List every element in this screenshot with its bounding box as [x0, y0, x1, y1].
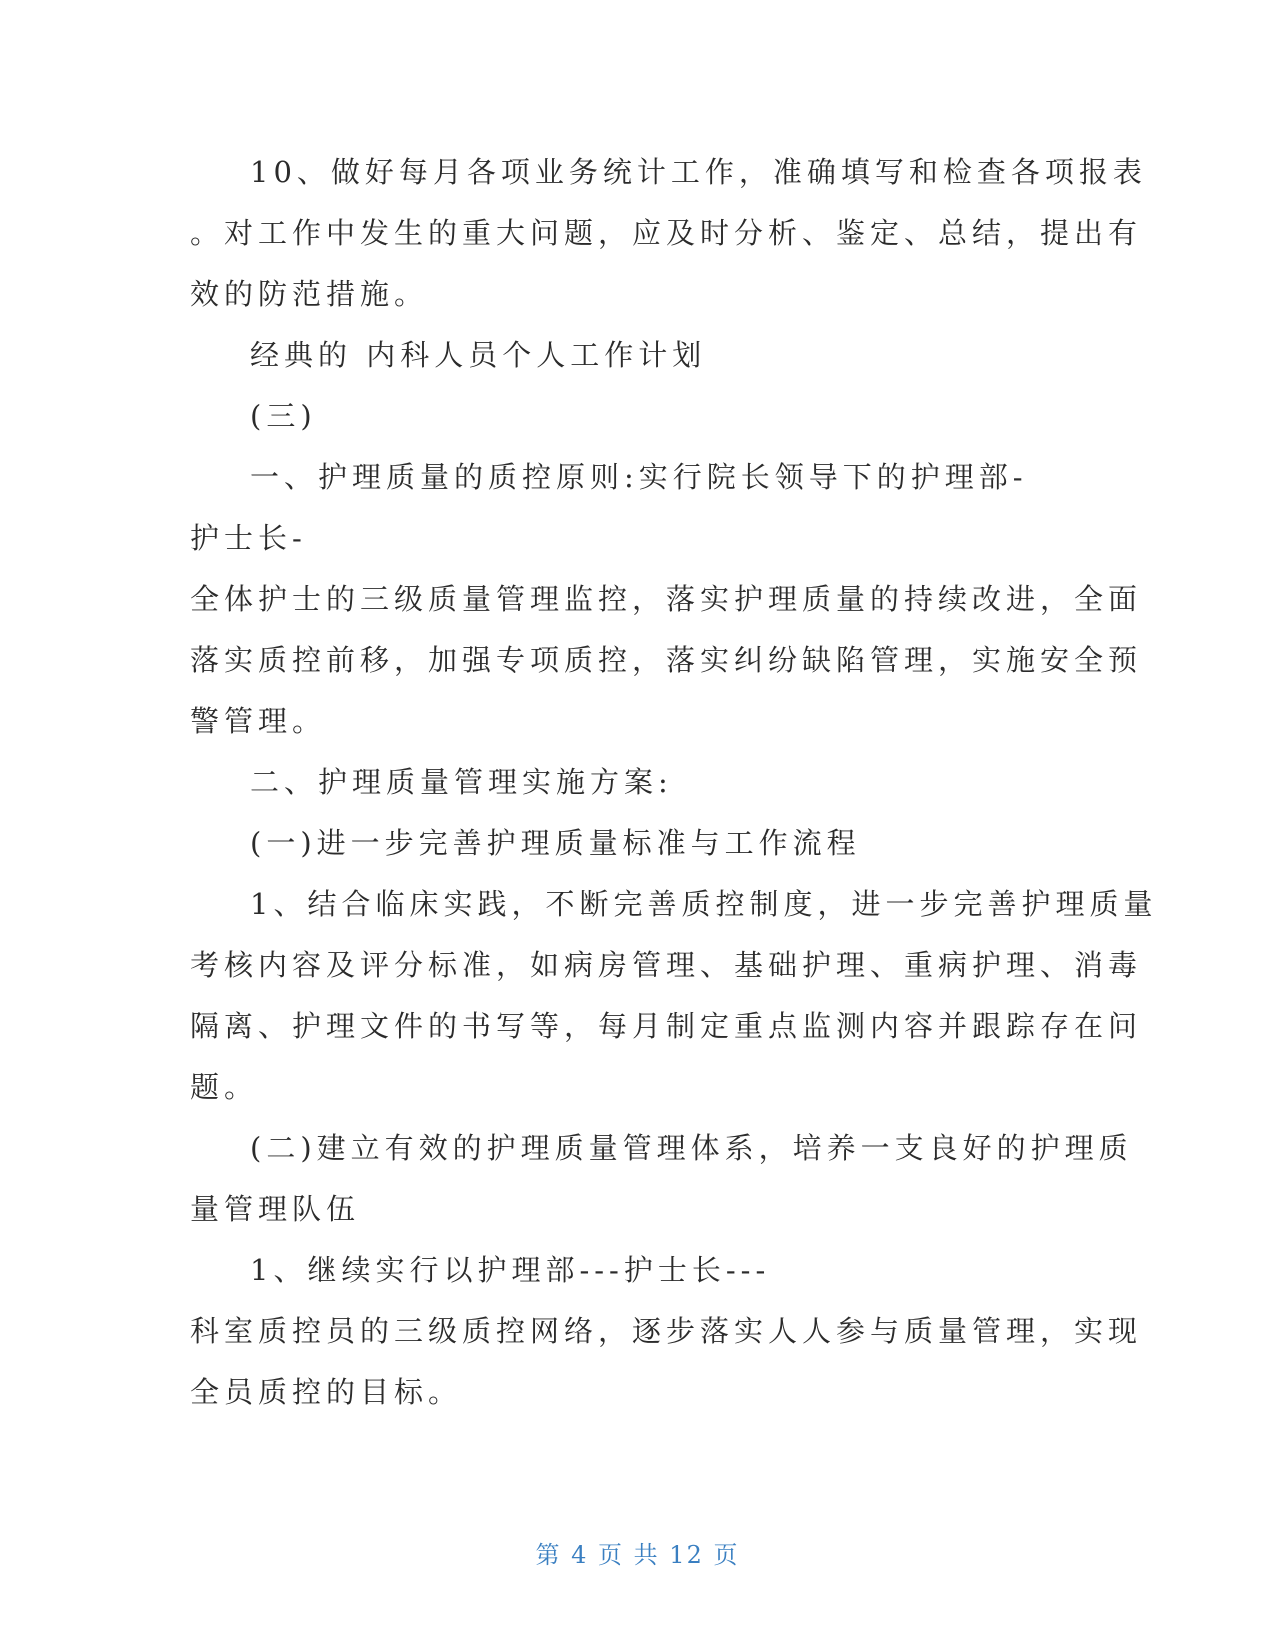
text-line: 警管理。 [190, 704, 327, 738]
text-line: 效的防范措施。 [190, 277, 429, 311]
section-number: (三) [250, 399, 317, 433]
text-line: 护士长- [190, 521, 307, 555]
text-line: 题。 [190, 1070, 259, 1104]
text-line: 10、做好每月各项业务统计工作，准确填写和检查各项报表 [250, 155, 1147, 189]
text-line: (二)建立有效的护理质量管理体系，培养一支良好的护理质 [250, 1131, 1133, 1165]
text-line: 科室质控员的三级质控网络，逐步落实人人参与质量管理，实现 [190, 1314, 1143, 1348]
text-line: 1、继续实行以护理部---护士长--- [250, 1253, 771, 1287]
text-line: 考核内容及评分标准，如病房管理、基础护理、重病护理、消毒 [190, 948, 1143, 982]
text-line: 全员质控的目标。 [190, 1375, 463, 1409]
page-number-footer: 第 4 页 共 12 页 [535, 1541, 740, 1569]
text-line: 1、结合临床实践，不断完善质控制度，进一步完善护理质量 [250, 887, 1158, 921]
text-line: (一)进一步完善护理质量标准与工作流程 [250, 826, 861, 860]
document-body [190, 142, 1158, 1423]
text-line: 二、护理质量管理实施方案: [250, 765, 673, 799]
text-line: 一、护理质量的质控原则:实行院长领导下的护理部- [250, 460, 1028, 494]
text-line: 。对工作中发生的重大问题，应及时分析、鉴定、总结，提出有 [190, 216, 1143, 250]
text-line: 隔离、护理文件的书写等，每月制定重点监测内容并跟踪存在问 [190, 1009, 1143, 1043]
text-line: 全体护士的三级质量管理监控，落实护理质量的持续改进，全面 [190, 582, 1143, 616]
section-title: 经典的 内科人员个人工作计划 [250, 338, 707, 372]
text-line: 量管理队伍 [190, 1192, 361, 1226]
text-line: 落实质控前移，加强专项质控，落实纠纷缺陷管理，实施安全预 [190, 643, 1143, 677]
